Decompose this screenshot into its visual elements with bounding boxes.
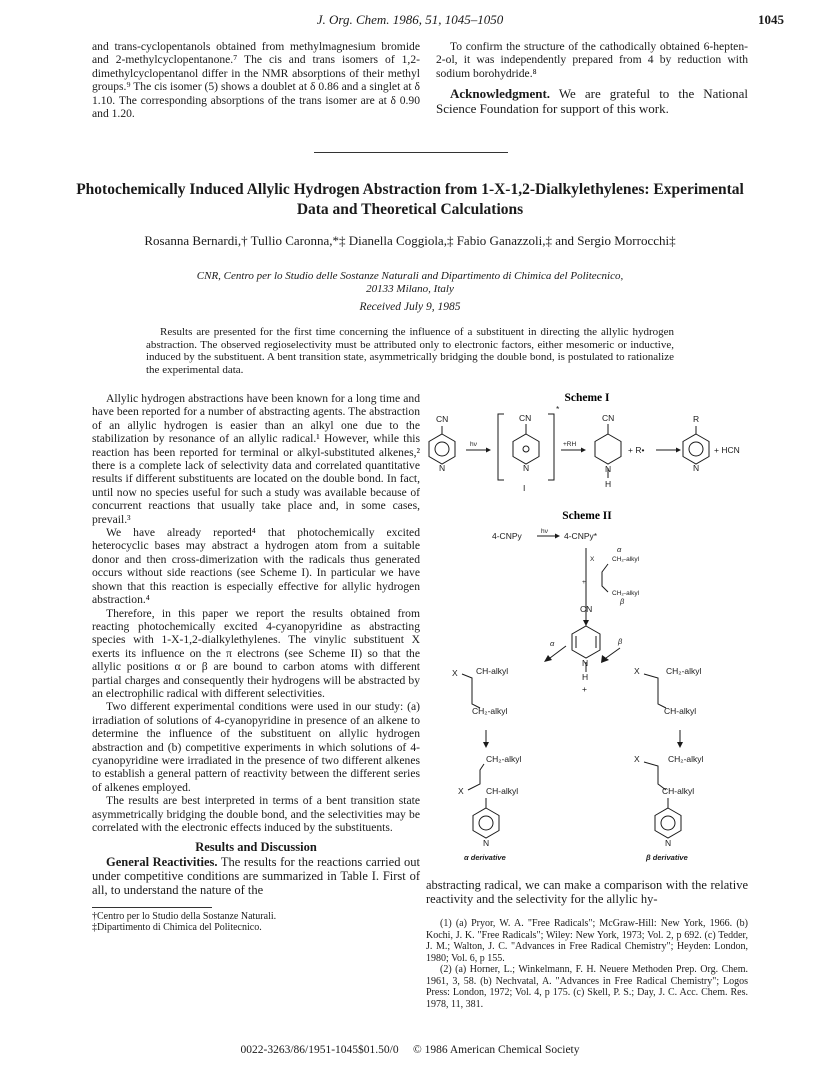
excited-star: * (556, 404, 560, 414)
ch-alkyl-beta-product: CH-alkyl (662, 786, 695, 796)
n-label-central: N (582, 658, 589, 668)
section-heading: Results and Discussion (195, 840, 317, 855)
footnote-1: †Centro per lo Studio della Sostanze Naturali. (92, 910, 277, 922)
ch2-alkyl-top-2: CH₂-alkyl (612, 590, 640, 597)
reference-1: (1) (a) Pryor, W. A. "Free Radicals"; McGraw-Hill: New York, 1966. (b) Kochi, J. K. "Free Radicals"; Wiley: New York, 1973; Vol. 2, p 692. (c) Tedder, J. M.; Walton, J. C. "Advances in Free Radical Chemistry"; Heyden: London, 1980; Vol. 6, p 155. (426, 918, 748, 964)
left-column (92, 392, 420, 934)
beta-arrow (606, 648, 620, 658)
scheme-1-title: Scheme I (564, 392, 610, 404)
ch-alkyl-right-radical: CH-alkyl (664, 706, 697, 716)
pyridine-ring-1 (429, 414, 455, 464)
top-right-paragraph: To confirm the structure of the cathodically obtained 6-hepten-2-ol, it was independently prepared from 4 by reduction with sodium borohydride.⁸ (436, 40, 748, 80)
h-label: H (605, 479, 612, 489)
paragraph-6 (92, 855, 420, 897)
cnpy-excited-label: 4-CNPy* (564, 531, 598, 541)
x-label-right-radical: X (634, 666, 640, 676)
arrowhead-2 (581, 448, 586, 453)
alpha-arrowhead (544, 655, 552, 662)
x-label-top: X (590, 556, 595, 563)
right-radical-bonds (644, 674, 666, 708)
affiliation-line-2: 20133 Milano, Italy (366, 283, 454, 295)
n-label-alpha-product: N (483, 838, 490, 848)
cnpy-label: 4-CNPy (492, 531, 522, 541)
footnote-2: ‡Dipartimento di Chimica del Politecnico. (92, 922, 262, 934)
top-left-paragraph: and trans-cyclopentanols obtained from methylmagnesium bromide and 2-methylcyclopentanone.⁷ The cis and trans isomers of 1,2-dimethylcyclopentanol differ in the NMR absorptions of their methyl groups.⁹ The cis isomer (5) shows a doublet at δ 0.86 and a singlet at δ 1.10. The corresponding absorptions of the trans isomer are at δ 0.90 and 1.20. (92, 40, 420, 121)
ch-alkyl-left-radical: CH-alkyl (476, 666, 509, 676)
top-left-text-block (92, 40, 420, 120)
references (426, 918, 748, 1010)
right-paragraph: abstracting radical, we can make a comparison with the relative reactivity and the selectivity for the allylic hy- (426, 878, 748, 906)
arrowhead-4 (555, 534, 560, 539)
r-label: R (693, 414, 700, 424)
alpha-label-top: α (617, 545, 622, 554)
alpha-derivative-label: α derivative (464, 853, 506, 862)
ch2-alkyl-top: CH₂-alkyl (612, 556, 640, 563)
ch2-alkyl-alpha-product: CH₂-alkyl (486, 754, 522, 764)
arrowhead-1 (486, 448, 491, 453)
cn-label-s2: CN (580, 604, 593, 614)
product-pyridine (683, 426, 709, 464)
cn-label-2: CN (519, 413, 532, 423)
ch2-alkyl-right-radical: CH₂-alkyl (666, 666, 702, 676)
h-label-central: H (582, 672, 589, 682)
down-arrowhead-left (483, 742, 489, 748)
alpha-label-mid: α (550, 639, 555, 648)
n-label-2: N (523, 463, 530, 473)
subheading: General Reactivities. (106, 854, 218, 869)
n-label-beta-product: N (665, 838, 672, 848)
left-radical-bonds (462, 674, 480, 708)
section-divider (314, 152, 508, 153)
hv-label-2: hν (541, 528, 548, 535)
article-title: Photochemically Induced Allylic Hydrogen Abstraction from 1-X-1,2-Dialkylethylenes: Experimental Data and Theoretical Calculations (76, 181, 744, 218)
ch-alkyl-alpha-product: CH-alkyl (486, 786, 519, 796)
copyright: © 1986 American Chemical Society (412, 1044, 580, 1056)
journal-header: J. Org. Chem. 1986, 51, 1045–1050 (316, 12, 504, 27)
x-label-beta-product: X (634, 754, 640, 764)
x-label-alpha-product: X (458, 786, 464, 796)
beta-product-pyridine (655, 798, 681, 838)
ack-text: We are grateful to the National Science Foundation for support of this work. (436, 86, 748, 117)
scheme-1-figure (424, 390, 754, 502)
plus-radical-label: + R• (628, 445, 645, 455)
rh-label: +RH (563, 441, 577, 448)
right-column-text (426, 878, 748, 906)
article-code: 0022-3263/86/1951-1045$01.50/0 (240, 1044, 399, 1056)
alpha-product-bonds (468, 764, 484, 790)
plus-hcn-label: + HCN (714, 445, 740, 455)
paragraph-6-text: The results for the reactions carried out under competitive conditions are summarized in Table I. First of all, to understand the nature of the (92, 854, 420, 897)
paragraph-1: Allylic hydrogen abstractions have been known for a long time and have been reported for a number of abstracting agents. The abstraction of an allylic hydrogen is easier than an alkyl one due to the stabilization by resonance of an allylic radical.¹ However, while this reaction has been reported for terminal or alkyl-substituted alkenes,² there is a complete lack of selectivity data and correlated quantitative results if different substituents are located on the double bond. In fact, until now no species useful for such a study was available because of concurrent reactions that usually take place and, in some cases, prevail.³ (92, 392, 420, 526)
authors: Rosanna Bernardi,† Tullio Caronna,*‡ Dianella Coggiola,‡ Fabio Ganazzoli,‡ and Sergio Morrocchi‡ (144, 233, 676, 248)
beta-derivative-label: β derivative (646, 853, 688, 862)
hv-label-1: hν (470, 441, 477, 448)
cn-label-3: CN (602, 413, 615, 423)
alpha-product-pyridine (473, 798, 499, 838)
ack-heading: Acknowledgment. (450, 86, 551, 102)
affiliation (90, 270, 730, 296)
paragraph-2: We have already reported⁴ that photochemically excited heterocyclic bases may abstract a hydrogen atom from a suitable donor and then cross-dimerization with the radicals thus generated occurs without side reactions (see Scheme I). In particular we have shown that this reaction is especially effective for allylic hydrogen abstraction.⁴ (92, 526, 420, 607)
page-footer (0, 1044, 820, 1056)
ch2-alkyl-beta-product: CH₂-alkyl (668, 754, 704, 764)
ch2-alkyl-left-radical: CH₂-alkyl (472, 706, 508, 716)
abstract: Results are presented for the first time concerning the influence of a substituent in directing the allylic hydrogen abstraction. The observed regioselectivity must be attributed only to electronic factors, either mesomeric or inductive, induced by the substituent. A bent transition state, asymmetrically bridging the double bond, is postulated to rationalize the experimental data. (146, 326, 674, 376)
paragraph-4: Two different experimental conditions were used in our study: (a) irradiation of solutions of 4-cyanopyridine in presence of an alkene to determine the influence of the substituent on allylic hydrogen abstraction and (b) competitive experiments in which solutions of 4-cyanopyridine were irradiated in the presence of two different alkenes to establish a general pattern of reactivity between the different series of alkenes employed. (92, 700, 420, 794)
scheme-2-title: Scheme II (562, 510, 612, 522)
beta-label-mid: β (618, 637, 623, 646)
paragraph-3: Therefore, in this paper we report the results obtained from reacting photochemically excited 4-cyanopyridine as abstracting species with 1-X-1,2-dialkylethylenes. The vinylic substituent X exerts its influence on the π electrons (see Scheme II) so that the allylic positions α or β are bound to carbon atoms with different partial charges and consequently their hydrogens will be abstracted by an electrophilic radical with different selectivities. (92, 606, 420, 700)
down-arrowhead-right (677, 742, 683, 748)
n-label-3: N (605, 464, 612, 474)
arrowhead-3 (676, 448, 681, 453)
footnote-rule (92, 907, 212, 908)
beta-label-top: β (620, 597, 625, 606)
reference-2: (2) (a) Horner, L.; Winkelmann, F. H. Neuere Methoden Prep. Org. Chem. 1961, 3, 58. (b) Nechvatal, A. "Advances in Free Radical Chemistry"; Logos Press: London, 1972; Vol. 4, p 175. (c) Skell, P. S.; Day, J. C. Acc. Chem. Res. 1978, 11, 381. (426, 964, 748, 1010)
n-label-1: N (439, 463, 446, 473)
x-label-left-radical: X (452, 668, 458, 678)
page-number: 1045 (758, 12, 784, 27)
alkene-bonds-top (602, 564, 608, 592)
n-label-4: N (693, 463, 700, 473)
cn-label-1: CN (436, 414, 449, 424)
acknowledgment (436, 86, 748, 116)
top-right-text-block (436, 40, 748, 116)
received-date: Received July 9, 1985 (359, 301, 461, 313)
scheme-2-figure (424, 508, 754, 868)
compound-label-I: I (523, 483, 526, 493)
affiliation-line-1: CNR, Centro per lo Studio delle Sostanze Naturali and Dipartimento di Chimica del Politecnico, (196, 270, 624, 282)
paragraph-5: The results are best interpreted in terms of a bent transition state asymmetrically bridging the double bond, and the selectivities may be correlated with the electronic effects induced by the substituents. (92, 794, 420, 834)
plus-central: + (582, 684, 587, 694)
plus-top: + (582, 579, 586, 586)
